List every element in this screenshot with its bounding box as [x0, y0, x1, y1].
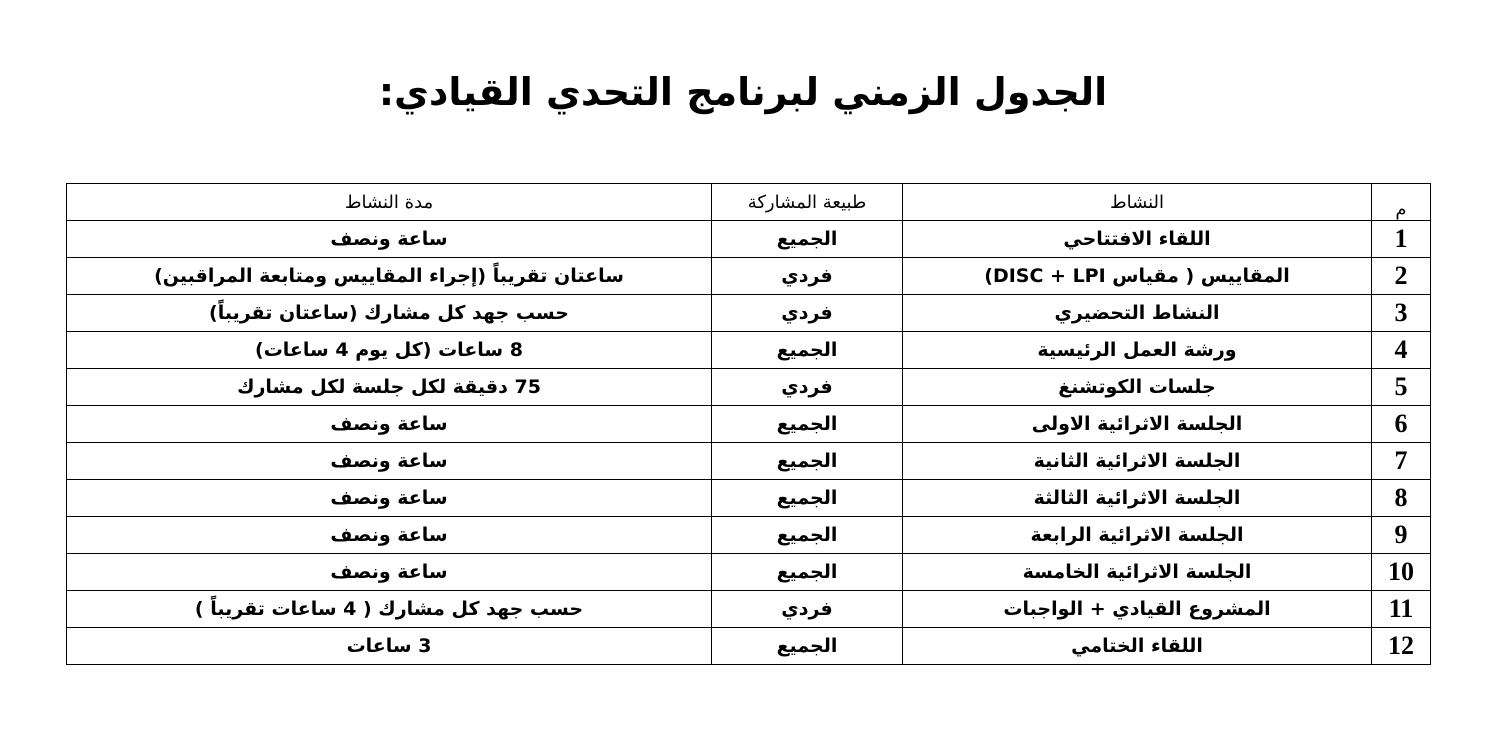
row-participation: الجميع [712, 406, 903, 443]
row-activity: اللقاء الختامي [903, 628, 1372, 665]
header-activity: النشاط [903, 184, 1372, 221]
row-activity: المقاييس ( مقياس DISC + LPI) [903, 258, 1372, 295]
row-activity: اللقاء الافتتاحي [903, 221, 1372, 258]
row-duration: ساعة ونصف [67, 554, 712, 591]
table-row [67, 443, 1431, 480]
row-participation: الجميع [712, 517, 903, 554]
row-participation: الجميع [712, 554, 903, 591]
row-duration: ساعتان تقريباً (إجراء المقاييس ومتابعة المراقبين) [67, 258, 712, 295]
row-participation: الجميع [712, 628, 903, 665]
row-num: 7 [1372, 443, 1431, 480]
row-participation: فردي [712, 591, 903, 628]
row-duration: ساعة ونصف [67, 480, 712, 517]
row-duration: 75 دقيقة لكل جلسة لكل مشارك [67, 369, 712, 406]
table-header-row [67, 184, 1431, 221]
table-row [67, 480, 1431, 517]
table-row [67, 591, 1431, 628]
row-duration: حسب جهد كل مشارك (ساعتان تقريباً) [67, 295, 712, 332]
table-row [67, 295, 1431, 332]
row-activity: ورشة العمل الرئيسية [903, 332, 1372, 369]
table-row [67, 221, 1431, 258]
table-row [67, 406, 1431, 443]
row-activity: الجلسة الاثرائية الاولى [903, 406, 1372, 443]
schedule-table [66, 183, 1431, 665]
table-row [67, 517, 1431, 554]
header-duration: مدة النشاط [67, 184, 712, 221]
table-row [67, 628, 1431, 665]
row-activity: جلسات الكوتشنغ [903, 369, 1372, 406]
row-participation: فردي [712, 369, 903, 406]
row-activity: الجلسة الاثرائية الرابعة [903, 517, 1372, 554]
row-duration: ساعة ونصف [67, 406, 712, 443]
table-row [67, 369, 1431, 406]
row-num: 3 [1372, 295, 1431, 332]
header-num: م [1372, 184, 1431, 221]
table-row [67, 332, 1431, 369]
row-duration: 8 ساعات (كل يوم 4 ساعات) [67, 332, 712, 369]
row-duration: ساعة ونصف [67, 517, 712, 554]
row-participation: الجميع [712, 332, 903, 369]
row-duration: حسب جهد كل مشارك ( 4 ساعات تقريباً ) [67, 591, 712, 628]
row-participation: الجميع [712, 480, 903, 517]
row-participation: الجميع [712, 443, 903, 480]
row-num: 12 [1372, 628, 1431, 665]
row-num: 11 [1372, 591, 1431, 628]
row-num: 6 [1372, 406, 1431, 443]
row-num: 4 [1372, 332, 1431, 369]
row-num: 2 [1372, 258, 1431, 295]
row-duration: ساعة ونصف [67, 221, 712, 258]
row-num: 8 [1372, 480, 1431, 517]
table-row [67, 258, 1431, 295]
header-participation: طبيعة المشاركة [712, 184, 903, 221]
row-num: 9 [1372, 517, 1431, 554]
row-participation: فردي [712, 258, 903, 295]
row-duration: ساعة ونصف [67, 443, 712, 480]
row-participation: الجميع [712, 221, 903, 258]
row-num: 1 [1372, 221, 1431, 258]
row-activity: المشروع القيادي + الواجبات [903, 591, 1372, 628]
row-activity: الجلسة الاثرائية الثانية [903, 443, 1372, 480]
row-activity: الجلسة الاثرائية الخامسة [903, 554, 1372, 591]
row-duration: 3 ساعات [67, 628, 712, 665]
row-num: 10 [1372, 554, 1431, 591]
row-num: 5 [1372, 369, 1431, 406]
row-activity: الجلسة الاثرائية الثالثة [903, 480, 1372, 517]
row-activity: النشاط التحضيري [903, 295, 1372, 332]
table-row [67, 554, 1431, 591]
page-title: الجدول الزمني لبرنامج التحدي القيادي: [378, 70, 1108, 114]
row-participation: فردي [712, 295, 903, 332]
